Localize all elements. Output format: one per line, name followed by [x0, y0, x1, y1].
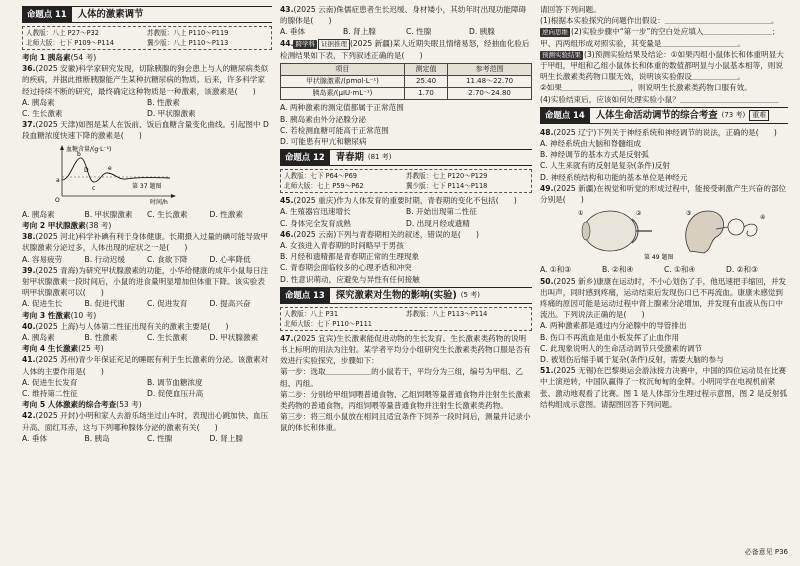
point-label: e — [108, 164, 112, 172]
section-count: (81 考) — [367, 153, 392, 162]
point-label: D — [84, 166, 89, 174]
textbook-versions: 人教版：七下 P64～P69 苏教版：七上 P120～P129 北师大版：七上 P59～P62 冀少版：七下 P114～P118 — [280, 169, 532, 193]
option[interactable]: B. 甲状腺激素 — [84, 209, 133, 219]
question-41: 41.(2025 苏州)青少年保证充足的睡眠有利于生长激素的分泌。该激素对人体的主要作用是( ) — [22, 355, 269, 376]
topic-heading: 考向 5 人体激素的综合考查(53 考) — [22, 400, 142, 410]
table-row: 胰岛素/(μIU·mL⁻¹) 1.70 2.70～24.80 — [281, 88, 532, 100]
question-46: 46.(2025 云南)下列与青春期相关的叙述，错误的是( ) — [280, 229, 479, 239]
option[interactable]: D. 促使血压升高 — [147, 389, 204, 399]
option[interactable]: C. 若检测血糖可能高于正常范围 — [280, 125, 389, 135]
question-47-continued: 请回答下列问题。 — [540, 5, 601, 14]
option[interactable]: C. 青春期会面临较多的心理矛盾和冲突 — [280, 263, 412, 273]
ear-icon — [686, 211, 757, 253]
options — [540, 320, 788, 365]
sub-question-3: 预测实验结果 (3)预测实验结果及结论：①如果丙组小鼠体长和体重明显大于甲组，甲组和乙组小鼠体长和体重的数值都明显与小鼠基本相等，则说明生长激素类药物口服无效，说明该实验假设＿＿＿＿＿＿。 — [540, 49, 784, 82]
question-44: 44. 跨学科 证据推理 (2025 新疆)某人近期失眠且情绪易怒，经抽血化验后检测结果如下表，下列叙述正确的是( ) — [280, 38, 530, 60]
section-count: (5 考) — [460, 290, 480, 299]
column-left — [22, 4, 272, 560]
badge: 证据推理 — [318, 39, 350, 50]
step-1: 第一步：选取＿＿＿＿＿＿的小鼠若干，平均分为三组，编号为甲组、乙组、丙组。 — [280, 367, 523, 388]
section-tag: 命题点 13 — [280, 288, 330, 303]
question-43: 43.(2025 云南)侏儒症患者生长迟缓、身材矮小，其幼年时出现功能障碍的腺体是( ) — [280, 5, 527, 26]
topic-heading: 考向 3 性激素(10 考) — [22, 310, 97, 320]
options — [22, 433, 272, 444]
option[interactable]: A. 容易疲劳 — [22, 254, 63, 264]
options — [280, 240, 532, 285]
point-label: b — [77, 150, 81, 158]
question-39: 39.(2025 青海)为研究甲状腺激素的功能，小华给健康的成年小鼠每日注射甲状腺激素一段时间后，小鼠的进食量明显增加但体重下降。该实验表明甲状腺激素可以( ) — [22, 265, 269, 298]
question-47: 47.(2025 宜宾)生长激素能促进动物的生长发育。生长激素类药物的说明书上标明的用法为注射。某学者平均分小组研究生长激素类药物口服是否有效进行实验探究，步骤如下： — [280, 333, 531, 366]
label: ① — [578, 210, 584, 218]
question-42: 42.(2025 开封)小明和家人去游乐场坐过山车时，表现出心跳加快、血压升高、面红耳赤，这与下列哪种腺体分泌的激素有关( ) — [22, 411, 269, 432]
figure-caption: 第 37 题图 — [132, 182, 162, 190]
section-14-header — [540, 107, 788, 124]
option[interactable]: D. 神经系统结构和功能的基本单位是神经元 — [540, 172, 688, 182]
ver-line: 冀少版：八上 P110～P113 — [147, 39, 229, 47]
question-38: 38.(2025 河北)科学补碘有利于身体健康。长期摄入过量的碘可能导致甲状腺激素分泌过多，人体出现的症状之一是( ) — [22, 232, 269, 253]
option[interactable]: D. 甲状腺激素 — [147, 109, 196, 119]
textbook-versions — [22, 26, 272, 50]
options — [22, 97, 272, 119]
y-axis-label: 血糖含量/(g·L⁻¹) — [66, 145, 112, 153]
section-11-header — [22, 6, 272, 23]
section-title: 人体的激素调节 — [77, 8, 144, 20]
column-right — [540, 4, 788, 560]
option[interactable]: B. ②和④ — [602, 265, 634, 275]
question-40: 40.(2025 上海)与人体第二性征出现有关的激素主要是( ) — [22, 321, 229, 331]
figure-caption: 第 49 题图 — [644, 254, 674, 262]
option[interactable]: C. 维持第二性征 — [22, 389, 78, 399]
label: ② — [636, 210, 642, 218]
option[interactable]: C. 生长激素 — [147, 209, 188, 219]
badge: 预测实验结果 — [542, 50, 581, 59]
origin-label: O — [55, 196, 60, 204]
option[interactable]: A. 生殖器官迅速增长 — [280, 207, 351, 217]
option[interactable]: B. 性激素 — [147, 97, 180, 107]
option[interactable]: C. 生长激素 — [22, 109, 63, 119]
option[interactable]: D. 性激素 — [209, 209, 243, 219]
option[interactable]: B. 胰岛素由外分泌腺分泌 — [280, 114, 366, 124]
section-tag: 命题点 14 — [540, 108, 590, 123]
option[interactable]: A. 垂体 — [22, 433, 48, 443]
option[interactable]: A. 胰岛素 — [22, 209, 55, 219]
eye-icon — [582, 211, 652, 251]
step-2: 第二步：分别给甲组饲喂普通食物、乙组饲喂等量普通食物并注射生长激素类药物的普通食物，丙组饲喂等量普通食物并注射生长激素类药物。 — [280, 389, 531, 411]
option[interactable]: D. 心率降低 — [209, 254, 251, 264]
sub-question-3b: ②如果＿＿＿＿＿＿＿＿＿，则说明生长激素类药物口服有效。 — [540, 83, 752, 93]
question-48: 48.(2025 辽宁)下列关于神经系统和神经调节的说法，正确的是( ) — [540, 127, 777, 137]
section-title: 人体生命活动调节的综合考查 — [595, 109, 718, 121]
option[interactable]: B. 促进代谢 — [84, 299, 125, 309]
badge: 跨学科 — [295, 39, 315, 48]
section-count: (73 考) — [721, 110, 746, 119]
step-3: 第三步：将三组小鼠放在相同且适宜条件下饲养一段时间后，测量并记录小鼠的体长和体重。 — [280, 412, 531, 433]
badge: 逆向思维 — [542, 28, 568, 37]
option[interactable]: A. 两种激素都是通过内分泌腺中的导管排出 — [540, 321, 687, 331]
options — [22, 377, 272, 399]
section-12-header — [280, 149, 532, 166]
option[interactable]: C. 性腺 — [147, 433, 173, 443]
option[interactable]: B. 性激素 — [84, 333, 118, 343]
options — [540, 138, 788, 183]
option[interactable]: A. 女孩进入青春期的时间略早于男孩 — [280, 241, 404, 251]
section-title: 探究激素对生物的影响(实验) — [335, 289, 457, 301]
sub-question-4: (4)实验结束后，应该如何处理实验小鼠？＿＿＿＿＿＿＿＿＿＿＿＿＿ — [540, 94, 779, 104]
option[interactable]: C. 生长激素 — [147, 333, 188, 343]
section-13-header — [280, 287, 532, 304]
option[interactable]: D. 提高兴奋 — [209, 299, 251, 309]
point-label: a — [56, 176, 60, 184]
topic-heading: 考向 2 甲状腺激素(38 考) — [22, 221, 112, 231]
option[interactable]: C. 身体完全发育成熟 — [280, 218, 351, 228]
option[interactable]: A. 促进生长 — [22, 299, 63, 309]
options — [280, 26, 532, 37]
option[interactable]: C. 人生来就有的反射是复杂(条件)反射 — [540, 161, 670, 171]
option[interactable]: B. 肾上腺 — [343, 27, 376, 37]
ver-line: 北师大版：七下 P109～P114 — [26, 39, 114, 47]
column-middle — [280, 4, 532, 560]
section-title: 青春期 — [335, 152, 364, 164]
option[interactable]: D. 胰腺 — [469, 27, 495, 37]
option[interactable]: C. 食欲下降 — [147, 254, 188, 264]
option[interactable]: D. 甲状腺激素 — [209, 333, 259, 343]
ver-line: 人教版：八上 P27～P32 — [26, 29, 99, 37]
options — [22, 254, 272, 265]
option[interactable]: B. 开始出现第二性征 — [406, 207, 477, 217]
options — [22, 332, 272, 343]
table-header: 参考范围 — [448, 63, 532, 75]
option[interactable]: B. 神经调节的基本方式是反射弧 — [540, 150, 649, 160]
label: ④ — [760, 214, 766, 222]
options — [280, 206, 532, 228]
option[interactable]: A. 神经系统由大脑和脊髓组成 — [540, 139, 642, 149]
option[interactable]: C. 促进发育 — [147, 299, 188, 309]
option[interactable]: A. ①和③ — [540, 265, 572, 275]
topic-heading: 考向 1 胰岛素(54 考) — [22, 53, 97, 62]
option[interactable]: D. 被划伤后缩手属于复杂(条件)反射，需要大脑的参与 — [540, 355, 724, 365]
option[interactable]: B. 调节血糖浓度 — [147, 377, 203, 387]
textbook-versions: 人教版：八上 P31 苏教版：八上 P113～P114 北师大版：七下 P110～P111 — [280, 307, 532, 331]
point-label: c — [92, 184, 96, 192]
eye-ear-diagram — [540, 205, 788, 261]
option[interactable]: B. 行动迟缓 — [84, 254, 125, 264]
option[interactable]: D. ②和③ — [726, 265, 758, 275]
option[interactable]: D. 性意识萌动，应避免与异性有任何接触 — [280, 274, 420, 284]
lab-result-table — [280, 63, 532, 101]
option[interactable]: D. 可能患有甲亢和糖尿病 — [280, 137, 367, 147]
page-footer: 必备意见 P36 — [744, 547, 788, 556]
blood-sugar-graph — [22, 142, 272, 206]
options — [280, 102, 532, 147]
sub-question-1: (1)根据本实验探究的问题作出假设：＿＿＿＿＿＿＿＿＿＿＿＿＿＿。 — [540, 16, 779, 26]
topic-heading: 考向 4 生长激素(25 考) — [22, 344, 104, 354]
option[interactable]: A. 胰岛素 — [22, 333, 55, 343]
table-header: 测定值 — [404, 63, 447, 75]
option[interactable]: C. ①和④ — [664, 265, 696, 275]
option[interactable]: B. 伤口不再流血是血小板发挥了止血作用 — [540, 332, 680, 342]
option[interactable]: A. 垂体 — [280, 27, 306, 37]
option[interactable]: D. 肾上腺 — [209, 433, 243, 443]
table-row: 甲状腺激素/(pmol·L⁻¹) 25.40 11.48～22.70 — [281, 76, 532, 88]
section-tag: 命题点 12 — [280, 150, 330, 165]
ver-line: 苏教版：八上 P110～P119 — [147, 29, 229, 37]
x-axis-label: 时间/h — [150, 198, 168, 206]
difficulty-badge: 重难 — [749, 110, 769, 121]
section-tag: 命题点 11 — [22, 7, 72, 22]
option[interactable]: A. 胰岛素 — [22, 97, 55, 107]
question-37: 37.(2025 天津)如图是某人在饭前、饭后血糖含量变化曲线。引起图中 D 段血糖浓度快速下降的激素是( ) — [22, 120, 269, 141]
question-49: 49.(2025 新疆)在视觉和听觉的形成过程中，能接受刺激产生兴奋的部位分别是( ) — [540, 183, 787, 205]
question-36: 36.(2025 安徽)科学家研究发现，切除胰腺的狗会患上与人的糖尿病类似的疾病，并据此推断胰腺能产生某种抗糖尿病的物质。后来，许多科学家经过持续不断的研究，最终确定这种物质是一种激素，该激素是( ) — [22, 64, 269, 96]
option[interactable]: A. 促进生长发育 — [22, 377, 78, 387]
option[interactable]: C. 性腺 — [406, 27, 432, 37]
option[interactable]: B. 胰岛 — [84, 433, 110, 443]
option[interactable]: D. 出现月经或遗精 — [406, 218, 470, 228]
question-50: 50.(2025 新乡)康康在运动时，不小心划伤了手，他迅速把手缩回，并发出叫声，同时感到疼痛，运动结束后发现伤口已不再流血。康康未感觉到疼痛的原因可能是运动过程中肾上腺素分泌增加，并发现有血液从伤口中流出。下列说法正确的是( ) — [540, 276, 787, 320]
options — [540, 264, 788, 275]
sub-question-2: 逆向思维 (2)实验步骤中“第一步”的空白处应填入＿＿＿＿＿＿＿＿＿；甲、丙两组形成对照实验，其变量是＿＿＿＿＿＿＿＿＿＿。 — [540, 27, 780, 48]
option[interactable]: A. 两种激素的测定值都属于正常范围 — [280, 103, 404, 113]
option[interactable]: C. 此现象说明人的生命活动调节只受激素的调节 — [540, 343, 703, 353]
label: ③ — [686, 210, 692, 218]
question-45: 45.(2025 重庆)作为人体发育的重要时期，青春期的变化不包括( ) — [280, 196, 517, 206]
option[interactable]: B. 月经和遗精都是青春期正常的生理现象 — [280, 252, 420, 262]
question-51: 51.(2025 无锡)在巴黎奥运会游泳接力决赛中，中国的四位运动员在比赛中上演逆转，中国队赢得了一枚沉甸甸的金牌。小明同学在电视机前紧张、激动地观看了比赛。图 1 是人体部分生理过程示意图，图 2 是反射弧结构组成示意图。请据图回答下列问题。 — [540, 366, 788, 409]
options — [22, 209, 272, 220]
table-header: 项目 — [281, 63, 405, 75]
options — [22, 298, 272, 309]
